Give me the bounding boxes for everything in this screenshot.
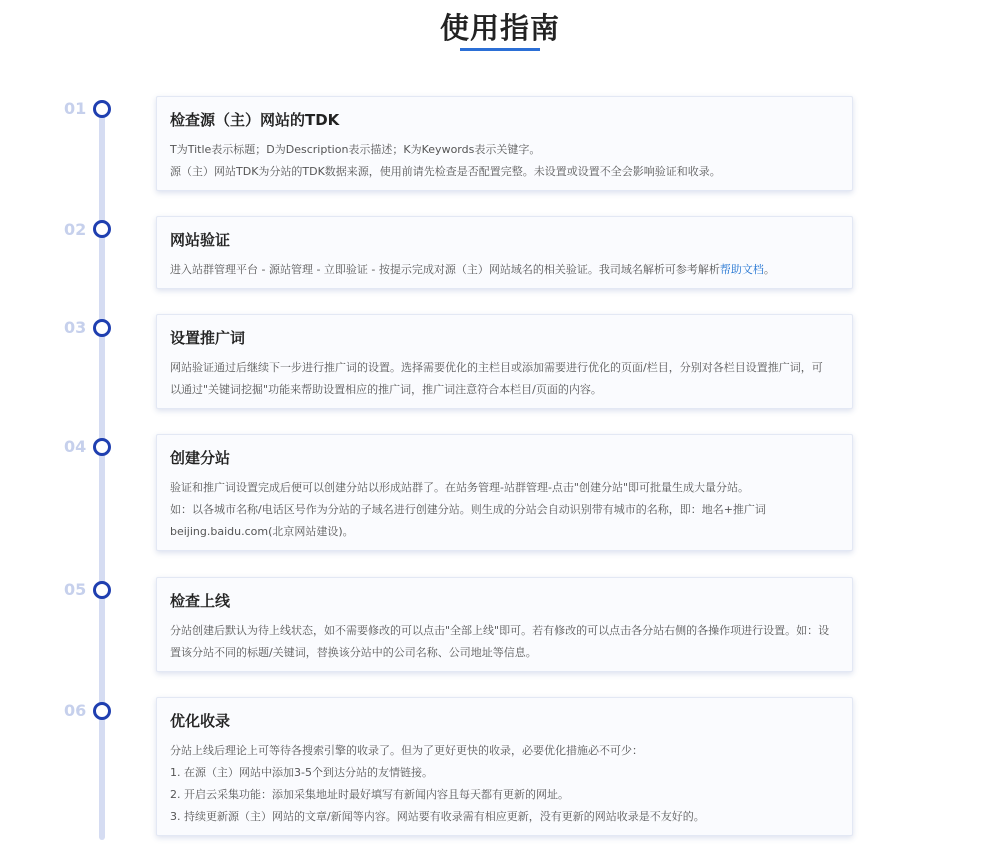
step-number: 04 [64,437,87,456]
step-dot-icon [93,220,111,238]
help-doc-link[interactable]: 帮助文档 [719,263,764,276]
step-card-create-substation [156,434,853,551]
step-title: 检查上线 [170,592,231,610]
step-number: 02 [64,220,87,239]
title-underline [460,48,540,51]
step-dot-icon [93,581,111,599]
step-text: 验证和推广词设置完成后便可以创建分站以形成站群了。在站务管理-站群管理-点击"创建分站"即可批量生成大量分站。 [170,481,750,494]
page-title: 使用指南 [439,11,560,45]
step-text: 分站创建后默认为待上线状态，如不需要修改的可以点击"全部上线"即可。若有修改的可以点击各分站右侧的各操作项进行设置。如：设 [170,624,830,637]
step-title: 创建分站 [170,449,231,467]
step-text: T为Title表示标题；D为Description表示描述；K为Keywords表示关键字。 [170,143,541,156]
step-text-suffix: 。 [763,263,775,276]
step-text: beijing.baidu.com(北京网站建设)。 [170,525,354,538]
step-dot-icon [93,319,111,337]
step-card-check-online [156,577,853,672]
step-text: 网站验证通过后继续下一步进行推广词的设置。选择需要优化的主栏目或添加需要进行优化的页面/栏目，分别对各栏目设置推广词，可 [170,361,823,374]
step-dot-icon [93,702,111,720]
step-title: 优化收录 [170,712,231,730]
step-text: 3. 持续更新源（主）网站的文章/新闻等内容。网站要有收录需有相应更新，没有更新的网站收录是不友好的。 [170,810,705,823]
step-text: 2. 开启云采集功能：添加采集地址时最好填写有新闻内容且每天都有更新的网址。 [170,788,569,801]
step-title: 设置推广词 [170,329,246,347]
step-text [170,259,838,281]
step-dot-icon [93,100,111,118]
step-dot-icon [93,438,111,456]
step-text: 源（主）网站TDK为分站的TDK数据来源，使用前请先检查是否配置完整。未设置或设置不全会影响验证和收录。 [170,165,721,178]
step-text: 置该分站不同的标题/关键词，替换该分站中的公司名称、公司地址等信息。 [170,646,537,659]
step-number: 03 [64,318,87,337]
step-card-site-verify [156,216,853,289]
step-number: 05 [64,580,87,599]
step-card-optimize-indexing [156,697,853,836]
step-text: 如：以各城市名称/电话区号作为分站的子域名进行创建分站。则生成的分站会自动识别带有城市的名称，即：地名+推广词 [170,503,766,516]
step-text: 分站上线后理论上可等待各搜索引擎的收录了。但为了更好更快的收录，必要优化措施必不可少： [170,744,643,757]
step-text-prefix: 进入站群管理平台 - 源站管理 - 立即验证 - 按提示完成对源（主）网站域名的相关验证。我司域名解析可参考解析 [170,263,720,276]
step-number: 01 [64,99,87,118]
step-text: 1. 在源（主）网站中添加3-5个到达分站的友情链接。 [170,766,433,779]
step-text: 以通过"关键词挖掘"功能来帮助设置相应的推广词，推广词注意符合本栏目/页面的内容。 [170,383,602,396]
step-number: 06 [64,701,87,720]
step-title: 网站验证 [170,231,231,249]
step-card-check-tdk [156,96,853,191]
step-card-keywords [156,314,853,409]
step-title: 检查源（主）网站的TDK [170,111,340,129]
